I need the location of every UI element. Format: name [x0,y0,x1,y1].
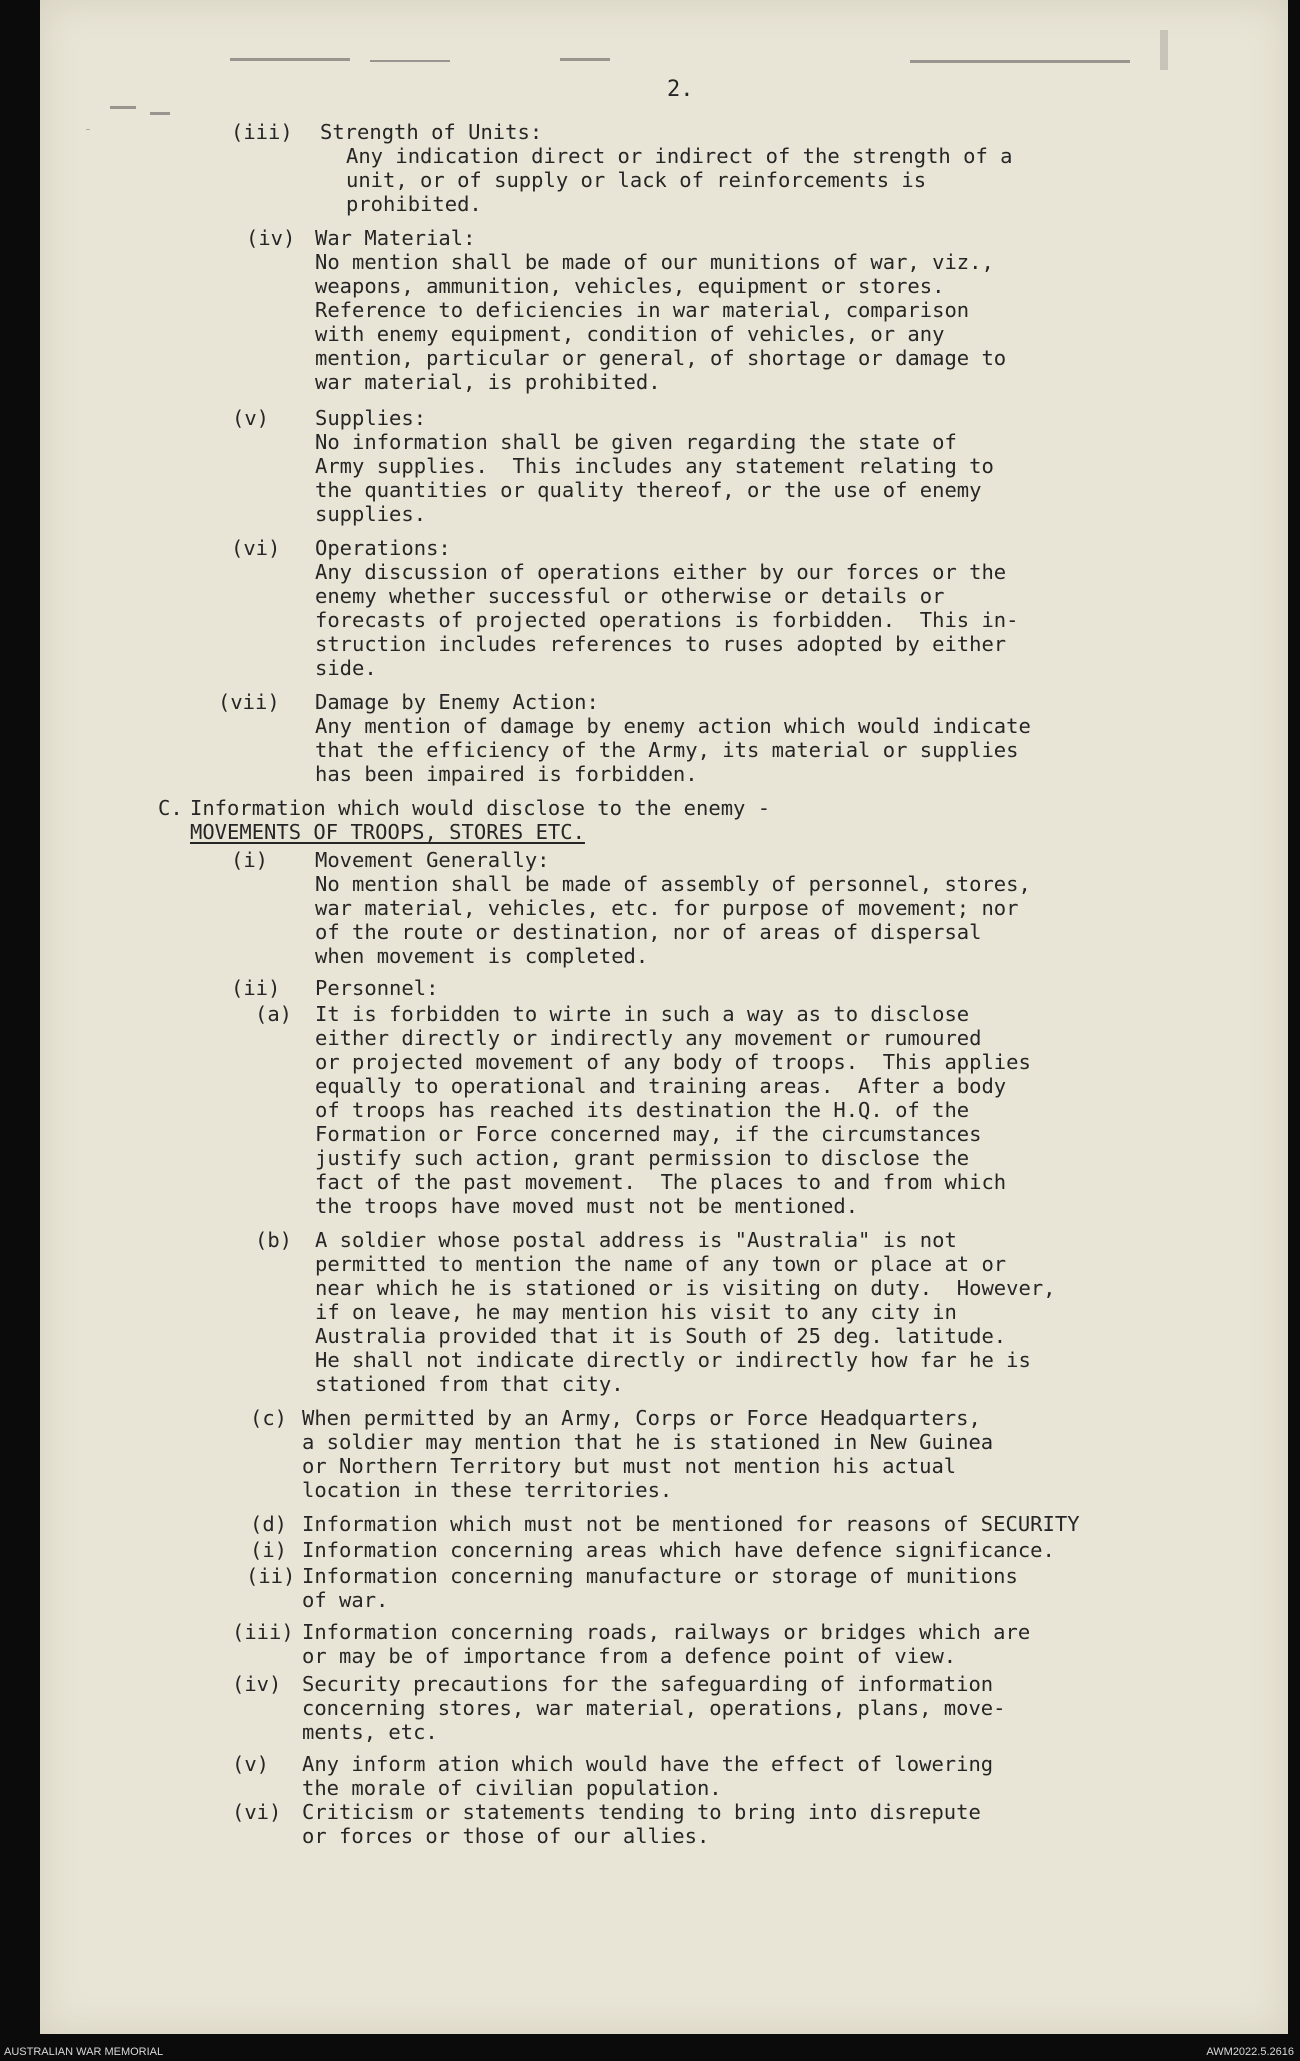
text-line: that the efficiency of the Army, its material or supplies [315,738,1019,762]
item-label: (i) [250,1538,288,1562]
text-line: unit, or of supply or lack of reinforcements is [346,168,927,192]
text-line: supplies. [315,502,427,526]
page-number: 2. [667,77,694,102]
text-line: the troops have moved must not be mentioned. [315,1194,859,1218]
item-label: (vi) [231,536,281,560]
text-line: side. [315,656,377,680]
item-heading: Supplies: [315,406,427,430]
text-line: Any discussion of operations either by our forces or the [315,560,1007,584]
section-heading: Information which would disclose to the enemy - [190,796,771,820]
text-line: either directly or indirectly any movement or rumoured [315,1026,982,1050]
text-line: It is forbidden to wirte in such a way as to disclose [315,1002,970,1026]
item-label: (iii) [231,120,293,144]
text-line: the quantities or quality thereof, or the use of enemy [315,478,982,502]
text-line: has been impaired is forbidden. [315,762,698,786]
text-line: if on leave, he may mention his visit to any city in [315,1300,957,1324]
text-line: war material, is prohibited. [315,370,661,394]
text-line: with enemy equipment, condition of vehicles, or any [315,322,945,346]
text-line: the morale of civilian population. [302,1776,722,1800]
text-line: enemy whether successful or otherwise or details or [315,584,945,608]
text-line: or may be of importance from a defence point of view. [302,1644,957,1668]
text-line: Information concerning areas which have defence significance. [302,1538,1055,1562]
text-line: Any mention of damage by enemy action which would indicate [315,714,1031,738]
text-line: or Northern Territory but must not mention his actual [302,1454,957,1478]
text-line: struction includes references to ruses adopted by either [315,632,1007,656]
item-label: (iv) [232,1672,282,1696]
text-line: Security precautions for the safeguarding of information [302,1672,994,1696]
section-subheading: MOVEMENTS OF TROOPS, STORES ETC. [190,820,585,844]
text-line: When permitted by an Army, Corps or Force Headquarters, [302,1406,981,1430]
text-line: No mention shall be made of assembly of personnel, stores, [315,872,1031,896]
document-body [40,0,1288,2034]
text-line: near which he is stationed or is visiting on duty. However, [315,1276,1056,1300]
item-label: (vii) [218,690,280,714]
text-line: or forces or those of our allies. [302,1824,710,1848]
text-line: No mention shall be made of our munitions of war, viz., [315,250,994,274]
text-line: a soldier may mention that he is stationed in New Guinea [302,1430,994,1454]
text-line: No information shall be given regarding the state of [315,430,957,454]
text-line: Reference to deficiencies in war material, comparison [315,298,970,322]
footer-accession-number: AWM2022.5.2616 [1206,2046,1294,2058]
text-line: forecasts of projected operations is forbidden. This in- [315,608,1019,632]
text-line: weapons, ammunition, vehicles, equipment or stores. [315,274,945,298]
item-label: (d) [250,1512,288,1536]
item-label: (c) [250,1406,288,1430]
item-label: (b) [255,1228,293,1252]
text-line: justify such action, grant permission to disclose the [315,1146,970,1170]
item-label: (iv) [246,226,296,250]
text-line: He shall not indicate directly or indirectly how far he is [315,1348,1031,1372]
text-line: equally to operational and training areas. After a body [315,1074,1007,1098]
text-line: Australia provided that it is South of 25 deg. latitude. [315,1324,1007,1348]
text-line: stationed from that city. [315,1372,624,1396]
text-line: Any inform ation which would have the effect of lowering [302,1752,994,1776]
item-label: (vi) [232,1800,282,1824]
text-line: Formation or Force concerned may, if the circumstances [315,1122,982,1146]
document-page [40,0,1288,2034]
item-label: (iii) [232,1620,294,1644]
section-label: C. [158,796,183,820]
text-line: Army supplies. This includes any statement relating to [315,454,994,478]
text-line: of war. [302,1588,389,1612]
text-line: Information concerning manufacture or storage of munitions [302,1564,1018,1588]
item-label: (ii) [246,1564,296,1588]
item-label: (ii) [231,976,281,1000]
text-line: prohibited. [346,192,482,216]
text-line: Criticism or statements tending to bring into disrepute [302,1800,981,1824]
text-line: war material, vehicles, etc. for purpose of movement; nor [315,896,1019,920]
text-line: Any indication direct or indirect of the strength of a [346,144,1013,168]
item-heading: Strength of Units: [320,120,543,144]
text-line: Information concerning roads, railways or bridges which are [302,1620,1031,1644]
text-line: Information which must not be mentioned for reasons of SECURITY [302,1512,1080,1536]
text-line: of troops has reached its destination the H.Q. of the [315,1098,970,1122]
item-heading: Operations: [315,536,451,560]
text-line: permitted to mention the name of any town or place at or [315,1252,1007,1276]
text-line: concerning stores, war material, operations, plans, move- [302,1696,1006,1720]
item-label: (v) [232,406,270,430]
text-line: or projected movement of any body of troops. This applies [315,1050,1031,1074]
item-heading: War Material: [315,226,476,250]
item-heading: Damage by Enemy Action: [315,690,599,714]
text-line: of the route or destination, nor of areas of dispersal [315,920,982,944]
item-heading: Movement Generally: [315,848,550,872]
text-line: A soldier whose postal address is "Australia" is not [315,1228,957,1252]
footer-archive-name: AUSTRALIAN WAR MEMORIAL [4,2046,164,2058]
text-line: mention, particular or general, of shortage or damage to [315,346,1007,370]
item-label: (v) [232,1752,270,1776]
text-line: location in these territories. [302,1478,673,1502]
text-line: fact of the past movement. The places to and from which [315,1170,1007,1194]
text-line: ments, etc. [302,1720,438,1744]
item-label: (a) [255,1002,293,1026]
item-heading: Personnel: [315,976,439,1000]
item-label: (i) [231,848,269,872]
text-line: when movement is completed. [315,944,649,968]
